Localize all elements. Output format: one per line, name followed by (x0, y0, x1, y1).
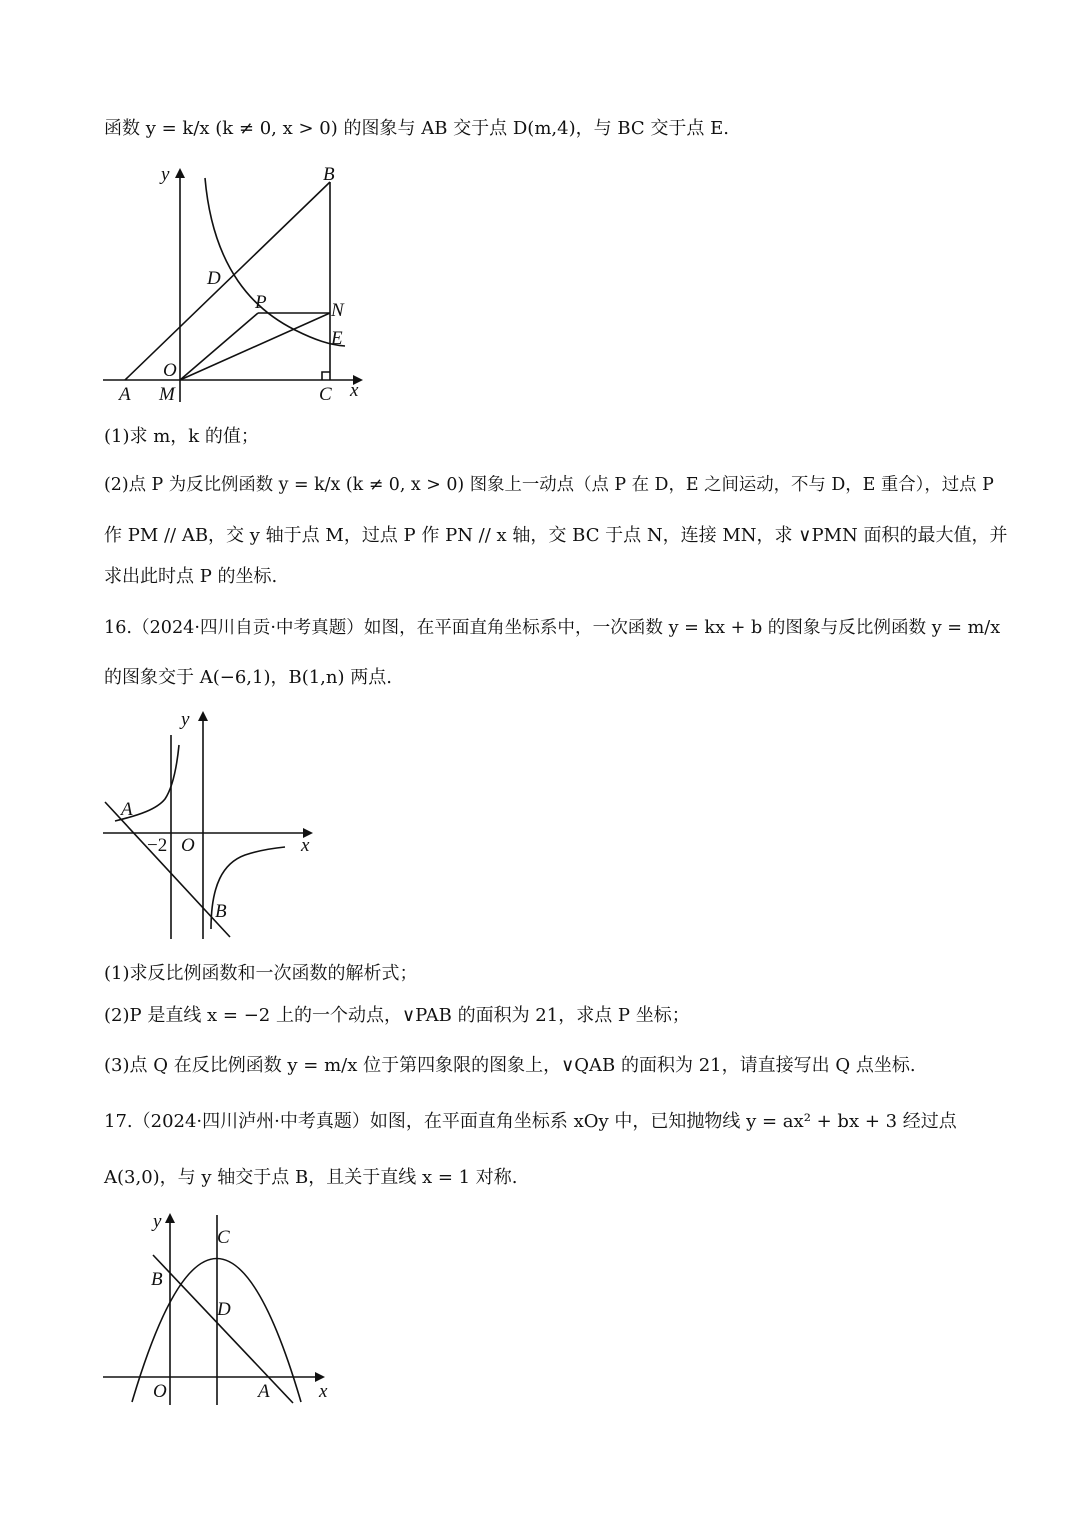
q16-part1: (1)求反比例函数和一次函数的解析式； (104, 963, 418, 984)
y-axis-arrow (198, 711, 208, 721)
q16-part3: (3)点 Q 在反比例函数 y = m/x 位于第四象限的图象上，∨QAB 的面积为 21，请直接写出 Q 点坐标. (104, 1055, 916, 1076)
q15-intro: 函数 y = k/x (k ≠ 0, x > 0) 的图象与 AB 交于点 D(m,4)，与 BC 交于点 E. (104, 118, 729, 139)
label-neg2: −2 (147, 835, 168, 856)
segment-MN (180, 313, 330, 380)
q15-part2-line2: 作 PM // AB，交 y 轴于点 M，过点 P 作 PN // x 轴，交 BC 于点 N，连接 MN，求 ∨PMN 面积的最大值，并 (104, 525, 1008, 546)
label-E: E (331, 328, 343, 349)
label-A: A (119, 384, 131, 405)
line-AB (125, 182, 330, 380)
label-A: A (258, 1381, 270, 1402)
q17-figure (95, 1205, 345, 1415)
line-AB (105, 802, 230, 937)
q15-part2-line3: 求出此时点 P 的坐标. (104, 566, 278, 587)
q16-line1: 16.（2024·四川自贡·中考真题）如图，在平面直角坐标系中，一次函数 y = kx + b 的图象与反比例函数 y = m/x (104, 618, 1001, 638)
q15-part2-line1: (2)点 P 为反比例函数 y = k/x (k ≠ 0, x > 0) 图象上一动点（点 P 在 D，E 之间运动，不与 D，E 重合），过点 P (104, 475, 994, 495)
label-y: y (181, 709, 190, 730)
right-angle-mark (322, 372, 330, 380)
label-N: N (331, 300, 344, 321)
y-axis-arrow (175, 168, 185, 178)
label-D: D (207, 268, 221, 289)
label-x: x (350, 380, 359, 401)
q17-line2: A(3,0)，与 y 轴交于点 B，且关于直线 x = 1 对称. (104, 1167, 518, 1188)
y-axis-arrow (165, 1213, 175, 1223)
label-D: D (217, 1299, 231, 1320)
label-O: O (181, 835, 195, 856)
segment-PM (180, 313, 258, 380)
label-B: B (215, 901, 227, 922)
q16-figure (95, 705, 325, 945)
label-O: O (153, 1381, 167, 1402)
line-BA (153, 1255, 293, 1403)
label-y: y (153, 1211, 162, 1232)
label-B: B (151, 1269, 163, 1290)
label-O: O (163, 360, 177, 381)
q16-line2: 的图象交于 A(−6,1)，B(1,n) 两点. (104, 667, 392, 688)
label-y: y (161, 164, 170, 185)
q17-line1: 17.（2024·四川泸州·中考真题）如图，在平面直角坐标系 xOy 中，已知抛物线 y = ax² + bx + 3 经过点 (104, 1111, 957, 1132)
label-A: A (121, 799, 133, 820)
label-x: x (319, 1381, 328, 1402)
hyperbola (205, 178, 345, 346)
q15-figure (95, 160, 375, 410)
label-C: C (319, 384, 332, 405)
q16-part2: (2)P 是直线 x = −2 上的一个动点，∨PAB 的面积为 21，求点 P 坐标； (104, 1005, 690, 1026)
q15-part1: (1)求 m，k 的值； (104, 426, 259, 447)
label-P: P (255, 292, 267, 313)
label-M: M (159, 384, 175, 405)
label-C: C (217, 1227, 230, 1248)
label-B: B (323, 164, 335, 185)
label-x: x (301, 835, 310, 856)
